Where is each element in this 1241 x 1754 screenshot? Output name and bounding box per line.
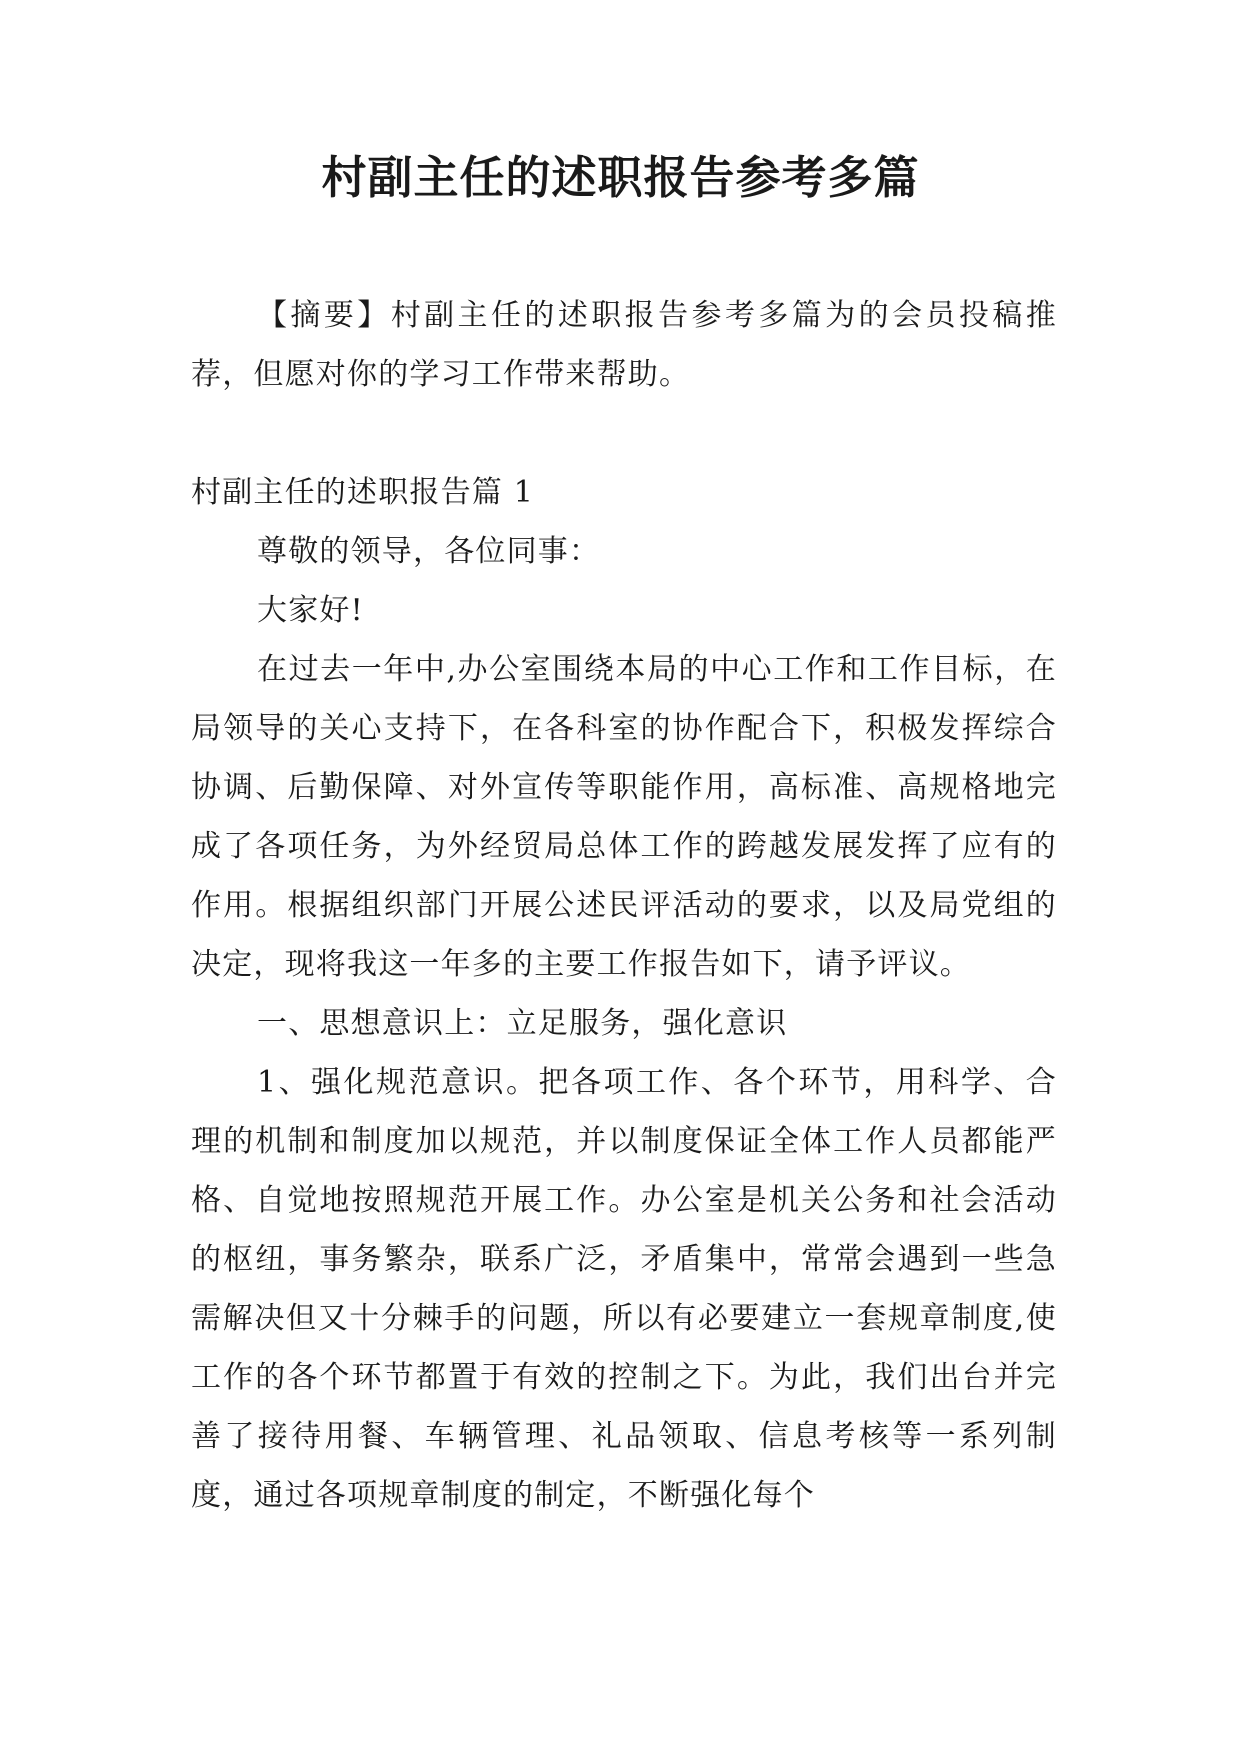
greeting-paragraph: 大家好! xyxy=(257,593,364,628)
document-title: 村副主任的述职报告参考多篇 xyxy=(321,151,920,204)
section-title: 村副主任的述职报告篇 1 xyxy=(191,475,535,510)
abstract-paragraph: 【摘要】村副主任的述职报告参考多篇为的会员投稿推荐，但愿对你的学习工作带来帮助。 xyxy=(191,298,1057,392)
body-paragraph: 在过去一年中,办公室围绕本局的中心工作和工作目标，在局领导的关心支持下，在各科室的协作配合下，积极发挥综合协调、后勤保障、对外宣传等职能作用，高标准、高规格地完成了各项任务，为外经贸局总体工作的跨越发展发挥了应有的作用。根据组织部门开展公述民评活动的要求，以及局党组的决定，现将我这一年多的主要工作报告如下，请予评议。 xyxy=(191,652,1057,982)
salutation-paragraph: 尊敬的领导，各位同事： xyxy=(257,534,601,569)
body-paragraph: 1、强化规范意识。把各项工作、各个环节，用科学、合理的机制和制度加以规范，并以制度保证全体工作人员都能严格、自觉地按照规范开展工作。办公室是机关公务和社会活动的枢纽，事务繁杂，联系广泛，矛盾集中，常常会遇到一些急需解决但又十分棘手的问题，所以有必要建立一套规章制度,使工作的各个环节都置于有效的控制之下。为此，我们出台并完善了接待用餐、车辆管理、礼品领取、信息考核等一系列制度，通过各项规章制度的制定，不断强化每个 xyxy=(191,1065,1057,1513)
subheading-paragraph: 一、思想意识上：立足服务，强化意识 xyxy=(257,1006,788,1041)
document-body xyxy=(191,286,1057,1525)
